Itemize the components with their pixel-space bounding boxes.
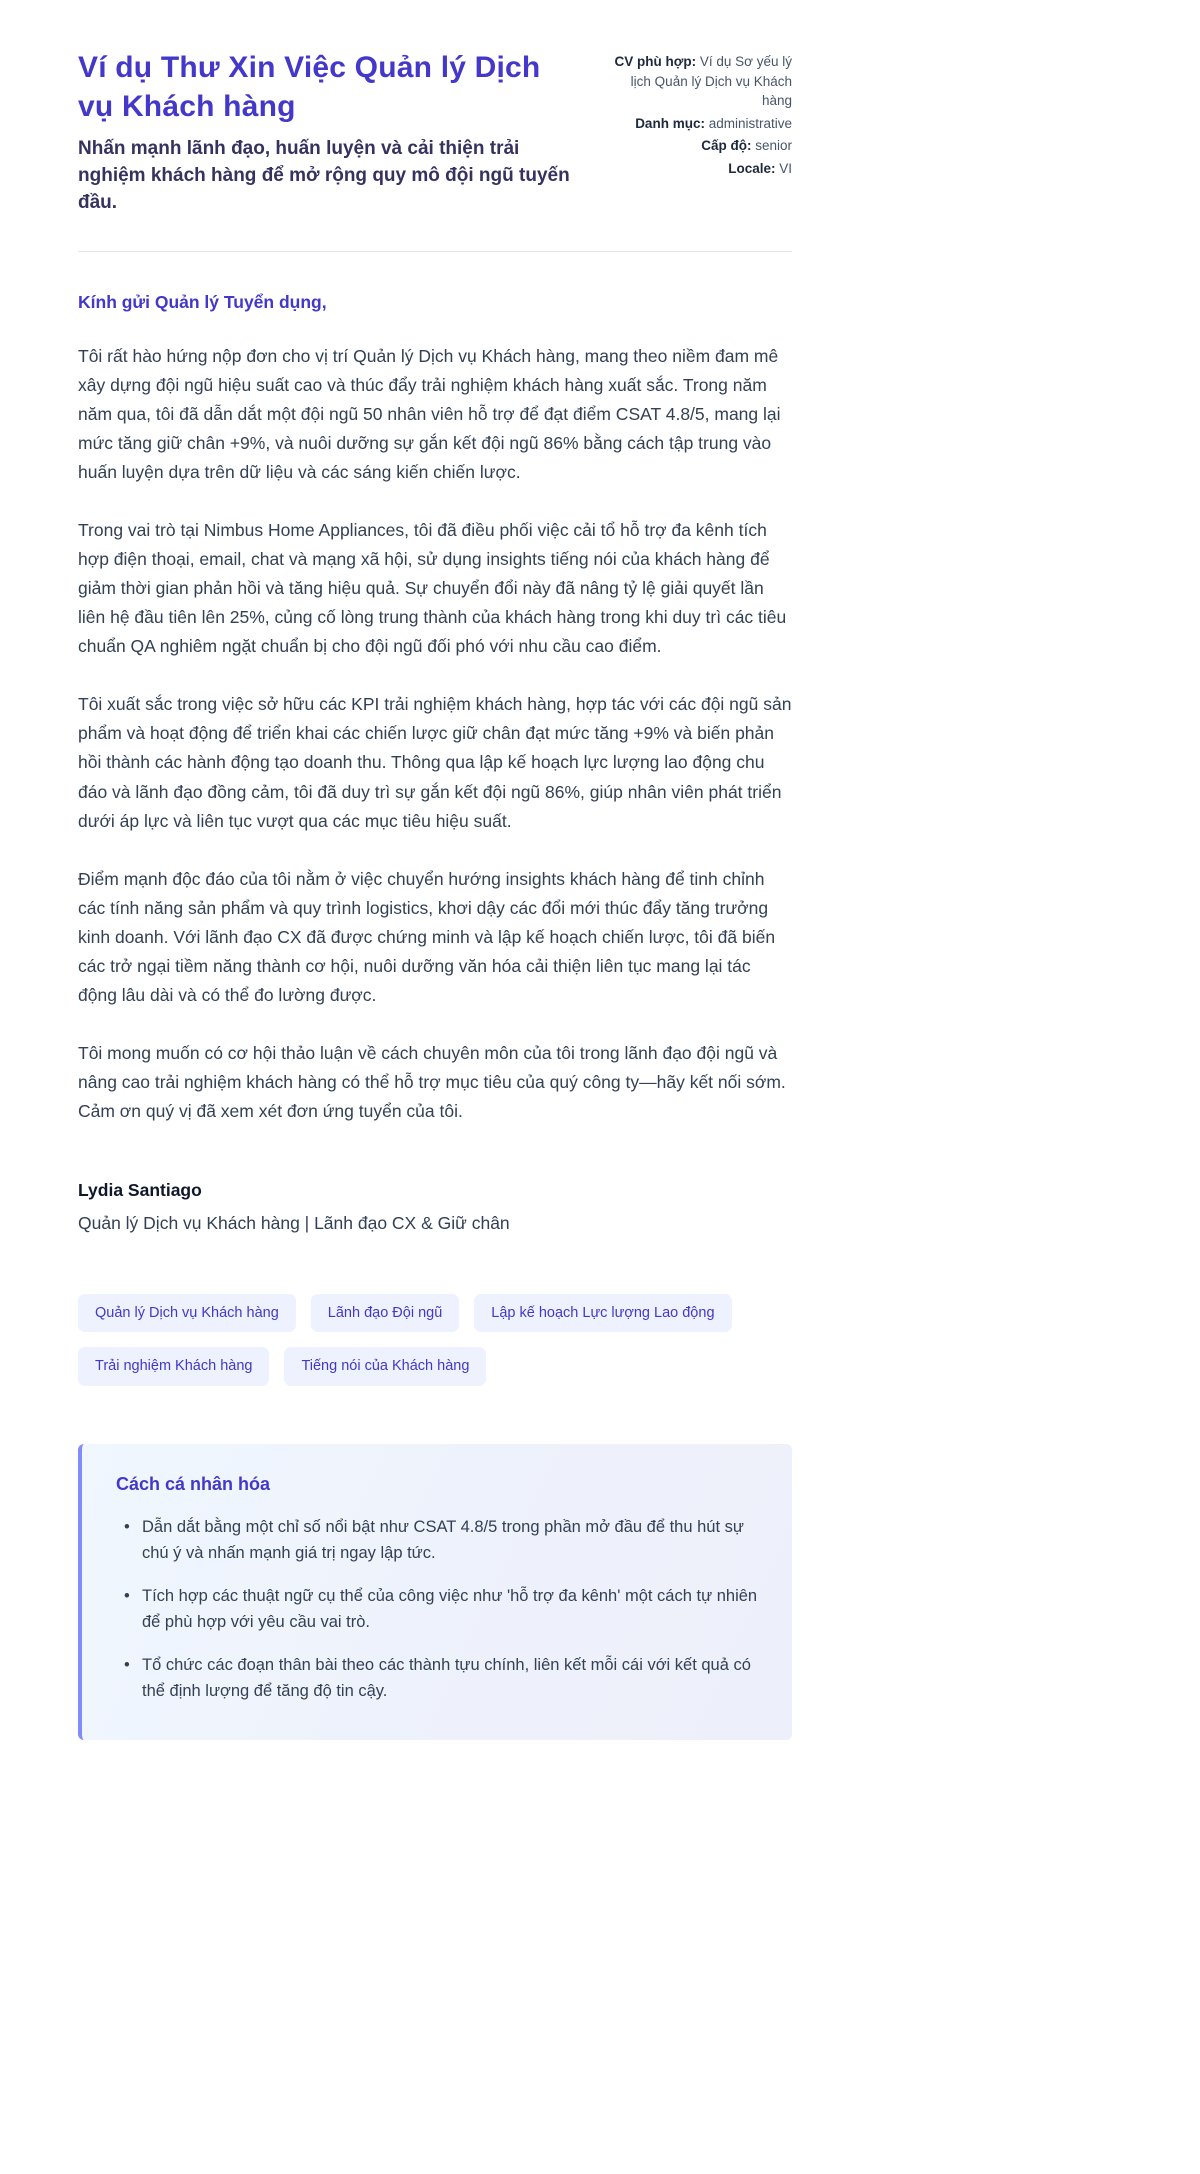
tips-list xyxy=(116,1515,758,1704)
personalization-tips-box xyxy=(78,1444,792,1740)
meta-block xyxy=(607,48,792,217)
letter-paragraph-5: Tôi mong muốn có cơ hội thảo luận về cách chuyên môn của tôi trong lãnh đạo đội ngũ và nâng cao trải nghiệm khách hàng có thể hỗ trợ mục tiêu của quý công ty—hãy kết nối sớm. Cảm ơn quý vị đã xem xét đơn ứng tuyển của tôi. xyxy=(78,1042,786,1121)
signature-title: Quản lý Dịch vụ Khách hàng | Lãnh đạo CX & Giữ chân xyxy=(78,1212,510,1233)
letter-body xyxy=(78,292,792,1234)
tag-pill: Lập kế hoạch Lực lượng Lao động xyxy=(474,1294,731,1333)
meta-label: CV phù hợp: xyxy=(614,54,697,69)
tag-pill: Trải nghiệm Khách hàng xyxy=(78,1347,269,1386)
tip-item: • Tổ chức các đoạn thân bài theo các thành tựu chính, liên kết mỗi cái với kết quả có thể định lượng để tăng độ tin cậy. xyxy=(116,1653,758,1704)
tip-item: • Tích hợp các thuật ngữ cụ thể của công việc như 'hỗ trợ đa kênh' một cách tự nhiên để phù hợp với yêu cầu vai trò. xyxy=(116,1584,758,1635)
page-title: Ví dụ Thư Xin Việc Quản lý Dịch vụ Khách hàng xyxy=(78,51,541,123)
header-divider xyxy=(78,251,792,252)
tag-pill: Tiếng nói của Khách hàng xyxy=(284,1347,486,1386)
tag-pill: Lãnh đạo Đội ngũ xyxy=(311,1294,460,1333)
meta-row-category xyxy=(607,114,792,134)
header-titles xyxy=(78,48,579,217)
cover-letter-page xyxy=(78,0,792,1820)
meta-value: Ví dụ Sơ yếu lý lịch Quản lý Dịch vụ Khách hàng xyxy=(630,54,792,109)
meta-value: administrative xyxy=(708,115,792,131)
letter-paragraph-3: Tôi xuất sắc trong việc sở hữu các KPI trải nghiệm khách hàng, hợp tác với các đội ngũ sản phẩm và hoạt động để triển khai các chiến lược giữ chân đạt mức tăng +9% và biến phản hồi thành các hành động tạo doanh thu. Thông qua lập kế hoạch lực lượng lao động chu đáo và lãnh đạo đồng cảm, tôi đã duy trì sự gắn kết đội ngũ 86%, giúp nhân viên phát triển dưới áp lực và liên tục vượt qua các mục tiêu hiệu suất. xyxy=(78,694,792,831)
meta-value: VI xyxy=(779,160,792,176)
meta-label: Locale: xyxy=(728,160,776,176)
tag-list xyxy=(78,1294,792,1386)
meta-label: Cấp độ: xyxy=(701,138,752,154)
page-header xyxy=(78,48,792,217)
tip-item: • Dẫn dắt bằng một chỉ số nổi bật như CSAT 4.8/5 trong phần mở đầu để thu hút sự chú ý và nhấn mạnh giá trị ngay lập tức. xyxy=(116,1515,758,1566)
meta-row-locale xyxy=(607,159,792,179)
signature-name: Lydia Santiago xyxy=(78,1179,202,1200)
page-subtitle: Nhấn mạnh lãnh đạo, huấn luyện và cải thiện trải nghiệm khách hàng để mở rộng quy mô đội ngũ tuyến đầu. xyxy=(78,138,570,213)
meta-row-level xyxy=(607,136,792,156)
meta-value: senior xyxy=(755,138,792,154)
salutation: Kính gửi Quản lý Tuyển dụng, xyxy=(78,291,327,312)
tips-title: Cách cá nhân hóa xyxy=(116,1473,271,1494)
letter-paragraph-4: Điểm mạnh độc đáo của tôi nằm ở việc chuyển hướng insights khách hàng để tinh chỉnh các tính năng sản phẩm và quy trình logistics, khơi dậy các đổi mới thúc đẩy tăng trưởng kinh doanh. Với lãnh đạo CX đã được chứng minh và lập kế hoạch chiến lược, tôi đã biến các trở ngại tiềm năng thành cơ hội, nuôi dưỡng văn hóa cải thiện liên tục mang lại tác động lâu dài và có thể đo lường được. xyxy=(78,868,776,1005)
meta-row-matching-cv xyxy=(607,52,792,111)
tag-pill: Quản lý Dịch vụ Khách hàng xyxy=(78,1294,296,1333)
meta-label: Danh mục: xyxy=(635,115,705,131)
letter-paragraph-1: Tôi rất hào hứng nộp đơn cho vị trí Quản lý Dịch vụ Khách hàng, mang theo niềm đam mê xây dựng đội ngũ hiệu suất cao và thúc đẩy trải nghiệm khách hàng xuất sắc. Trong năm năm qua, tôi đã dẫn dắt một đội ngũ 50 nhân viên hỗ trợ để đạt điểm CSAT 4.8/5, mang lại mức tăng giữ chân +9%, và nuôi dưỡng sự gắn kết đội ngũ 86% bằng cách tập trung vào huấn luyện dựa trên dữ liệu và các sáng kiến chiến lược. xyxy=(78,345,781,483)
letter-paragraph-2: Trong vai trò tại Nimbus Home Appliances, tôi đã điều phối việc cải tổ hỗ trợ đa kênh tích hợp điện thoại, email, chat và mạng xã hội, sử dụng insights tiếng nói của khách hàng để giảm thời gian phản hồi và tăng hiệu quả. Sự chuyển đổi này đã nâng tỷ lệ giải quyết lần liên hệ đầu tiên lên 25%, củng cố lòng trung thành của khách hàng trong khi duy trì các tiêu chuẩn QA nghiêm ngặt chuẩn bị cho đội ngũ đối phó với nhu cầu cao điểm. xyxy=(78,520,787,657)
